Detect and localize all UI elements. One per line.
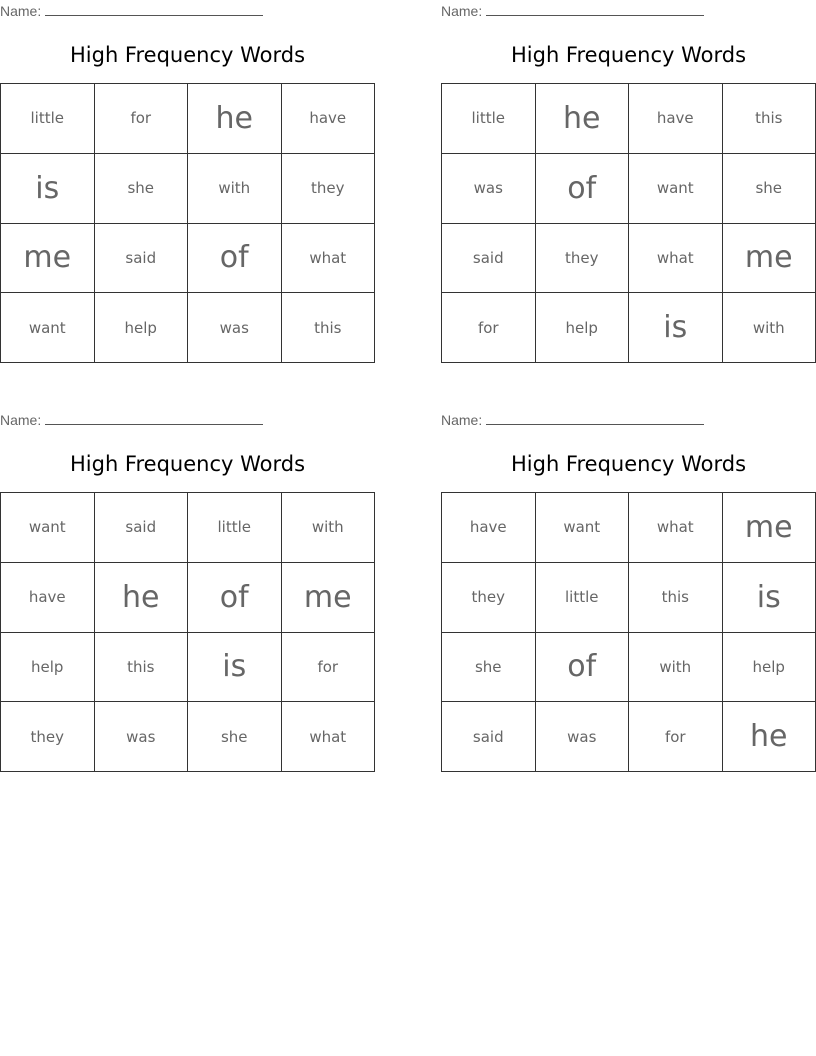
- word-cell: she: [723, 154, 816, 224]
- word-cell: what: [282, 224, 376, 294]
- word-cell: of: [536, 633, 630, 703]
- word-cell: me: [723, 493, 816, 563]
- word-cell: said: [95, 493, 189, 563]
- word-cell: this: [629, 563, 723, 633]
- word-cell: help: [536, 293, 630, 363]
- word-cell: have: [1, 563, 95, 633]
- bingo-card-2: [441, 0, 816, 365]
- word-cell: little: [442, 84, 536, 154]
- word-cell: with: [188, 154, 282, 224]
- word-cell: they: [536, 224, 630, 294]
- word-cell: she: [442, 633, 536, 703]
- word-cell: little: [536, 563, 630, 633]
- word-cell: said: [442, 702, 536, 772]
- bingo-card-1: [0, 0, 375, 365]
- word-cell: me: [282, 563, 376, 633]
- word-cell: was: [188, 293, 282, 363]
- word-grid: [441, 83, 816, 363]
- name-label: Name:: [0, 412, 42, 428]
- word-cell: of: [188, 224, 282, 294]
- word-cell: of: [536, 154, 630, 224]
- word-cell: this: [282, 293, 376, 363]
- name-label: Name:: [441, 412, 483, 428]
- word-cell: for: [629, 702, 723, 772]
- name-blank-line[interactable]: [45, 412, 263, 425]
- word-grid: [0, 83, 375, 363]
- word-cell: with: [629, 633, 723, 703]
- word-cell: he: [95, 563, 189, 633]
- name-field: [0, 412, 263, 428]
- word-cell: he: [536, 84, 630, 154]
- word-cell: want: [1, 493, 95, 563]
- word-cell: with: [282, 493, 376, 563]
- word-cell: have: [442, 493, 536, 563]
- word-cell: was: [442, 154, 536, 224]
- word-cell: have: [282, 84, 376, 154]
- name-label: Name:: [441, 3, 483, 19]
- word-cell: with: [723, 293, 816, 363]
- word-cell: this: [723, 84, 816, 154]
- word-cell: have: [629, 84, 723, 154]
- word-cell: was: [95, 702, 189, 772]
- name-field: [441, 412, 704, 428]
- card-title: High Frequency Words: [510, 43, 747, 67]
- name-blank-line[interactable]: [45, 3, 263, 16]
- word-cell: they: [442, 563, 536, 633]
- word-cell: they: [1, 702, 95, 772]
- word-cell: help: [723, 633, 816, 703]
- word-cell: was: [536, 702, 630, 772]
- word-cell: what: [282, 702, 376, 772]
- card-title: High Frequency Words: [69, 43, 306, 67]
- word-cell: help: [1, 633, 95, 703]
- word-cell: me: [1, 224, 95, 294]
- word-cell: what: [629, 224, 723, 294]
- name-blank-line[interactable]: [486, 412, 704, 425]
- word-cell: is: [629, 293, 723, 363]
- word-cell: me: [723, 224, 816, 294]
- word-grid: [441, 492, 816, 772]
- word-cell: she: [95, 154, 189, 224]
- word-cell: little: [1, 84, 95, 154]
- word-cell: help: [95, 293, 189, 363]
- word-cell: said: [95, 224, 189, 294]
- word-cell: she: [188, 702, 282, 772]
- word-cell: for: [442, 293, 536, 363]
- word-cell: he: [188, 84, 282, 154]
- name-field: [441, 3, 704, 19]
- word-cell: this: [95, 633, 189, 703]
- bingo-card-4: [441, 409, 816, 774]
- word-cell: for: [95, 84, 189, 154]
- word-cell: they: [282, 154, 376, 224]
- name-label: Name:: [0, 3, 42, 19]
- word-cell: want: [536, 493, 630, 563]
- word-cell: what: [629, 493, 723, 563]
- name-blank-line[interactable]: [486, 3, 704, 16]
- card-title: High Frequency Words: [510, 452, 747, 476]
- word-cell: for: [282, 633, 376, 703]
- word-cell: little: [188, 493, 282, 563]
- name-field: [0, 3, 263, 19]
- word-cell: he: [723, 702, 816, 772]
- word-cell: is: [1, 154, 95, 224]
- word-cell: of: [188, 563, 282, 633]
- word-cell: want: [1, 293, 95, 363]
- bingo-card-3: [0, 409, 375, 774]
- word-cell: is: [188, 633, 282, 703]
- word-cell: want: [629, 154, 723, 224]
- word-cell: said: [442, 224, 536, 294]
- card-title: High Frequency Words: [69, 452, 306, 476]
- word-grid: [0, 492, 375, 772]
- word-cell: is: [723, 563, 816, 633]
